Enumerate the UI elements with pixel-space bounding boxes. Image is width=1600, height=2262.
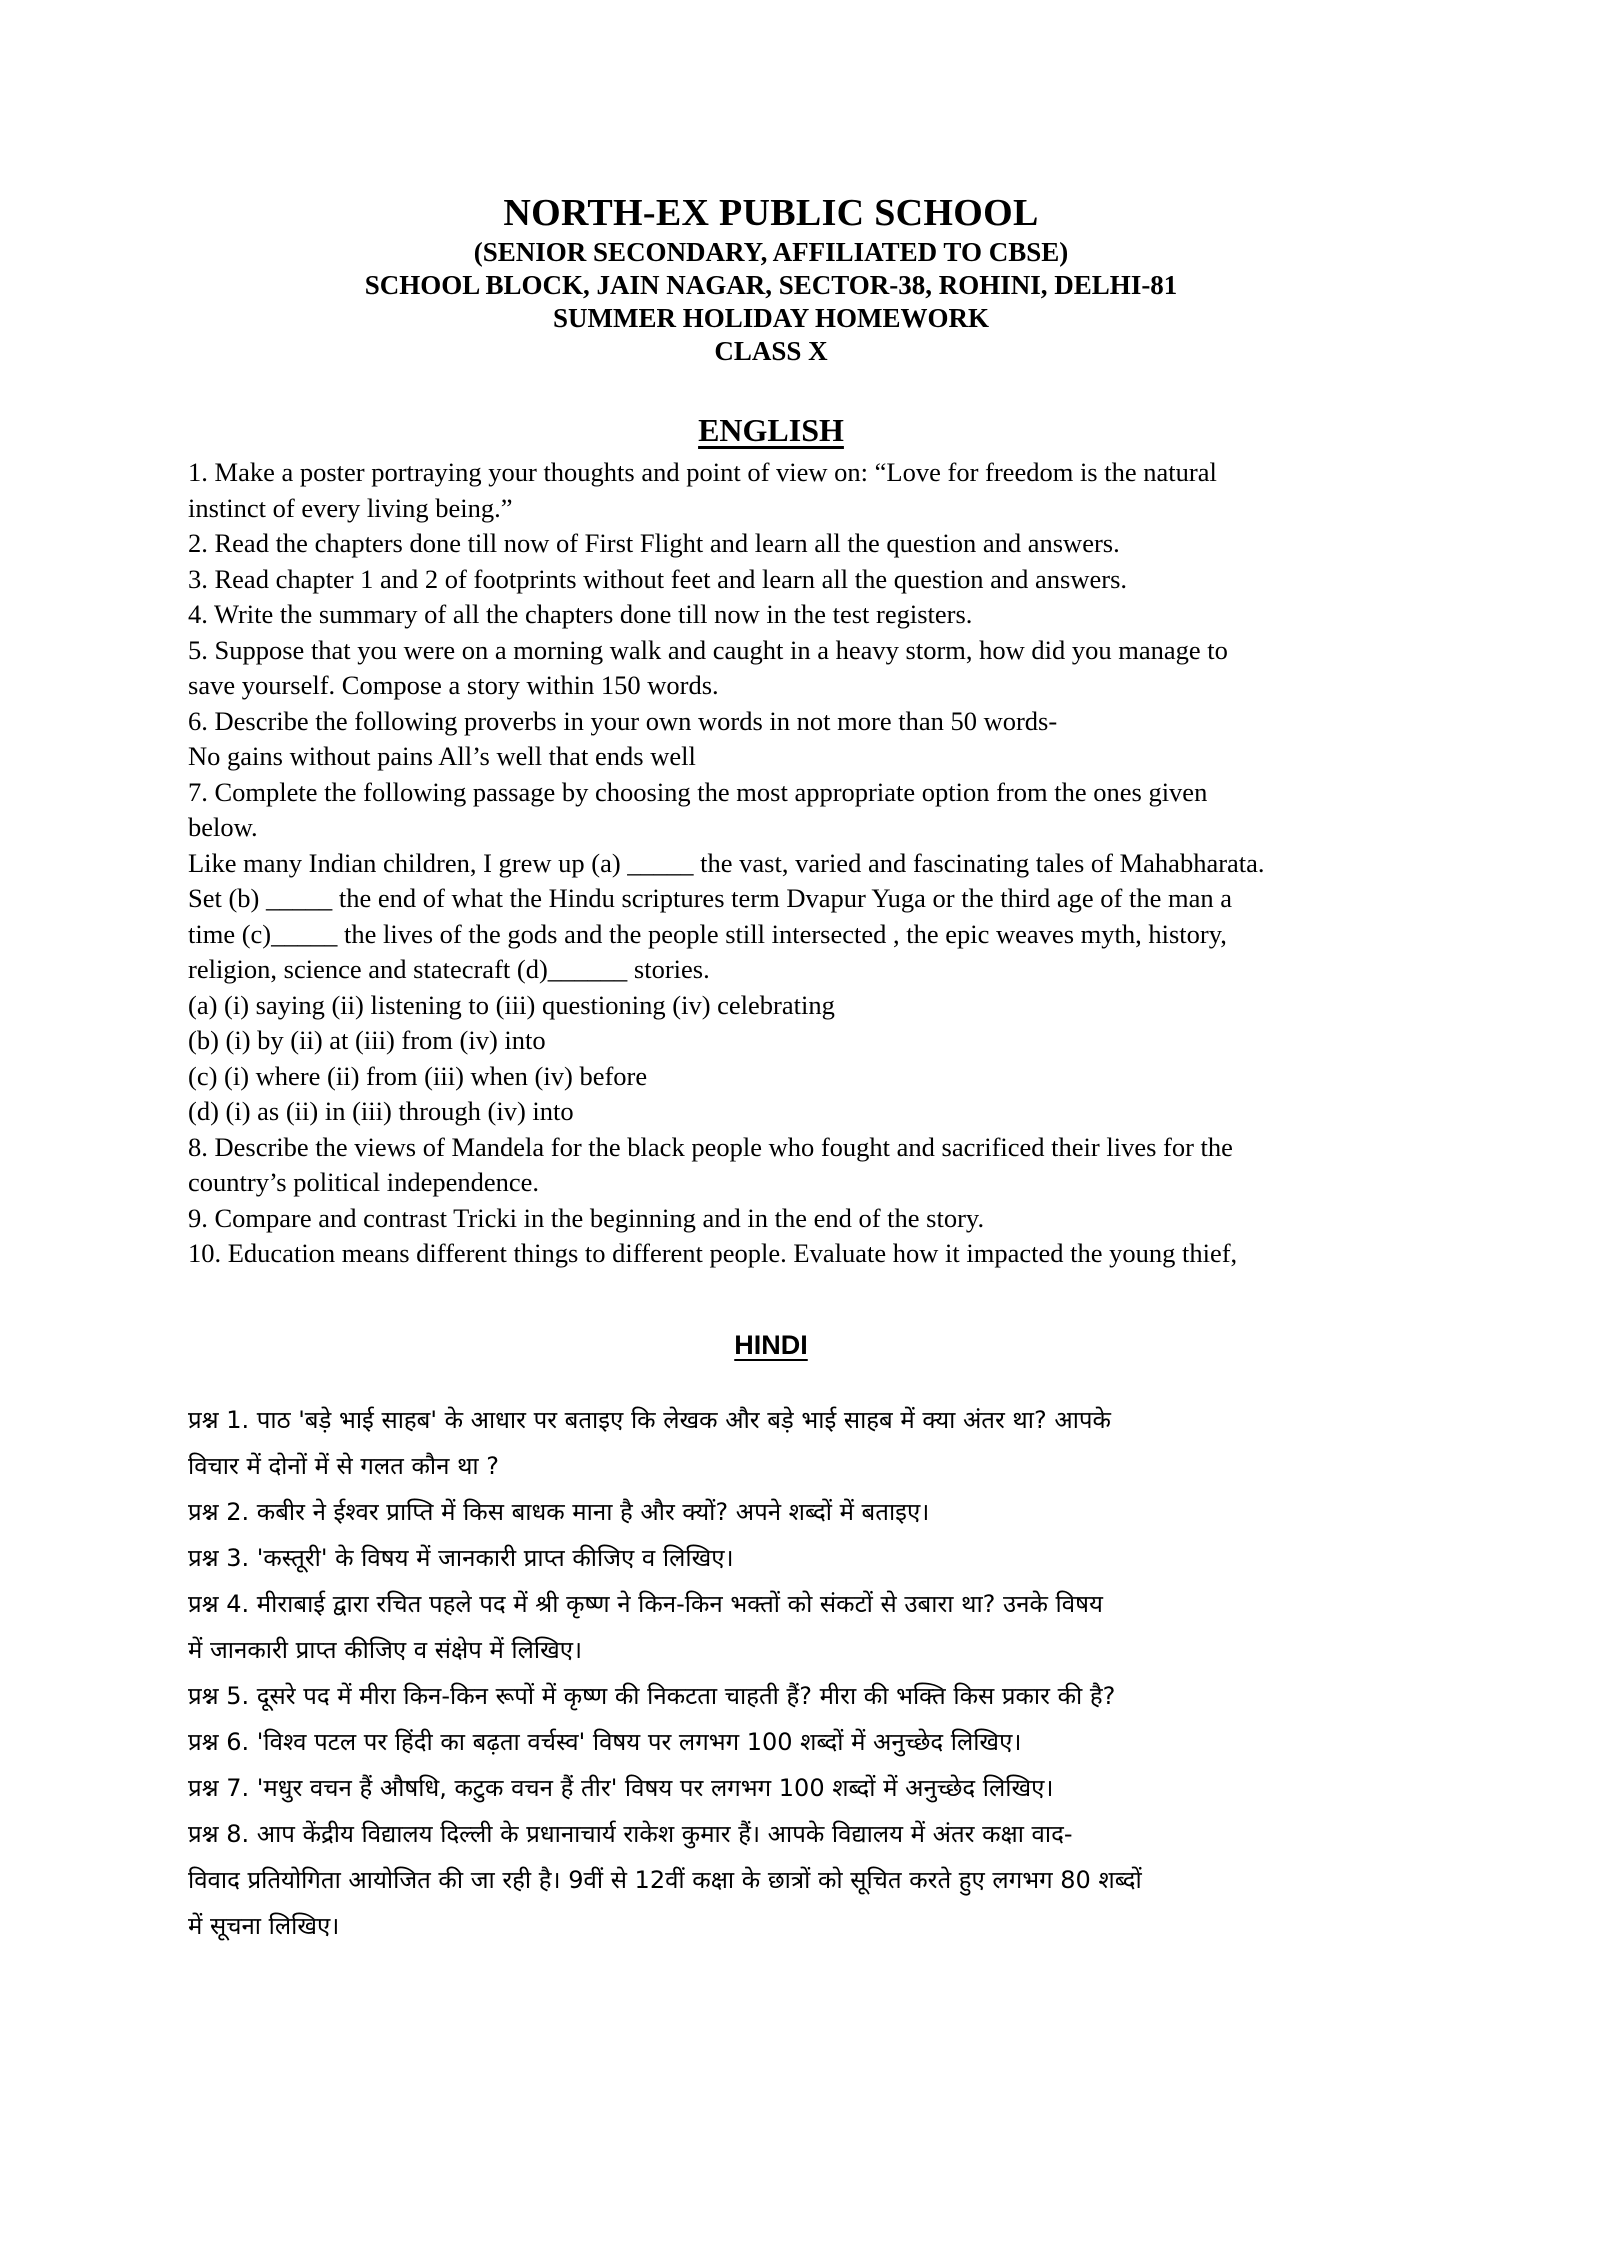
school-affiliation: (SENIOR SECONDARY, AFFILIATED TO CBSE) xyxy=(473,237,1069,267)
hindi-line: में जानकारी प्राप्त कीजिए व संक्षेप में लिखिए। xyxy=(188,1635,583,1664)
english-line: (c) (i) where (ii) from (iii) when (iv) before xyxy=(188,1060,648,1091)
english-line: below. xyxy=(188,812,258,842)
english-line: Set (b) _____ the end of what the Hindu scriptures term Dvapur Yuga or the third age of the man a xyxy=(188,883,1233,913)
english-line: instinct of every living being.” xyxy=(188,492,513,523)
english-line: 2. Read the chapters done till now of First Flight and learn all the question and answers. xyxy=(188,528,1120,558)
hindi-line: प्रश्न 1. पाठ 'बड़े भाई साहब' के आधार पर बताइए कि लेखक और बड़े भाई साहब में क्या अंतर था? आपके xyxy=(188,1405,1111,1434)
school-name: NORTH-EX PUBLIC SCHOOL xyxy=(503,192,1039,234)
hindi-line: प्रश्न 5. दूसरे पद में मीरा किन-किन रूपों में कृष्ण की निकटता चाहती हैं? मीरा की भक्ति किस प्रकार की है? xyxy=(188,1681,1116,1710)
english-line: 6. Describe the following proverbs in your own words in not more than 50 words- xyxy=(188,705,1058,736)
english-line: (a) (i) saying (ii) listening to (iii) questioning (iv) celebrating xyxy=(188,989,835,1020)
class-label: CLASS X xyxy=(714,336,828,366)
hindi-line: प्रश्न 3. 'कस्तूरी' के विषय में जानकारी प्राप्त कीजिए व लिखिए। xyxy=(188,1543,734,1572)
english-section-heading: ENGLISH xyxy=(698,412,844,448)
hindi-line: विचार में दोनों में से गलत कौन था ? xyxy=(188,1451,500,1480)
english-line: 1. Make a poster portraying your thoughts and point of view on: “Love for freedom is the natural xyxy=(188,457,1217,487)
document-title: SUMMER HOLIDAY HOMEWORK xyxy=(552,303,990,333)
english-line: 3. Read chapter 1 and 2 of footprints without feet and learn all the question and answers. xyxy=(188,563,1128,594)
hindi-line: प्रश्न 6. 'विश्व पटल पर हिंदी का बढ़ता वर्चस्व' विषय पर लगभग 100 शब्दों में अनुच्छेद लिखिए। xyxy=(188,1727,1022,1756)
hindi-line: विवाद प्रतियोगिता आयोजित की जा रही है। 9वीं से 12वीं कक्षा के छात्रों को सूचित करते हुए लगभग 80 शब्दों xyxy=(188,1865,1142,1894)
english-line: religion, science and statecraft (d)______ stories. xyxy=(188,954,710,984)
hindi-line: प्रश्न 2. कबीर ने ईश्वर प्राप्ति में किस बाधक माना है और क्यों? अपने शब्दों में बताइए। xyxy=(188,1497,930,1526)
english-line: country’s political independence. xyxy=(188,1167,540,1197)
hindi-line: प्रश्न 4. मीराबाई द्वारा रचित पहले पद में श्री कृष्ण ने किन-किन भक्तों को संकटों से उबारा था? उनके विषय xyxy=(188,1589,1103,1618)
english-line: 5. Suppose that you were on a morning walk and caught in a heavy storm, how did you manage to xyxy=(188,634,1228,665)
english-question-list xyxy=(188,455,1354,1272)
hindi-line: में सूचना लिखिए। xyxy=(188,1911,340,1940)
hindi-line: प्रश्न 7. 'मधुर वचन हैं औषधि, कटुक वचन हैं तीर' विषय पर लगभग 100 शब्दों में अनुच्छेद लिखिए। xyxy=(188,1773,1054,1802)
english-line: 7. Complete the following passage by choosing the most appropriate option from the ones given xyxy=(188,776,1208,807)
english-line: (b) (i) by (ii) at (iii) from (iv) into xyxy=(188,1025,546,1055)
hindi-question-list xyxy=(188,1397,1354,1949)
english-line: 9. Compare and contrast Tricki in the beginning and in the end of the story. xyxy=(188,1202,985,1233)
school-address: SCHOOL BLOCK, JAIN NAGAR, SECTOR-38, ROHINI, DELHI-81 xyxy=(364,270,1178,300)
hindi-line: प्रश्न 8. आप केंद्रीय विद्यालय दिल्ली के प्रधानाचार्य राकेश कुमार हैं। आपके विद्यालय में अंतर कक्षा वाद- xyxy=(188,1819,1073,1848)
english-line: (d) (i) as (ii) in (iii) through (iv) into xyxy=(188,1096,574,1126)
english-line: No gains without pains All’s well that ends well xyxy=(188,741,696,771)
english-line: 8. Describe the views of Mandela for the black people who fought and sacrificed their lives for the xyxy=(188,1131,1233,1162)
letterhead xyxy=(188,0,1354,368)
english-line: save yourself. Compose a story within 150 words. xyxy=(188,670,719,700)
english-line: time (c)_____ the lives of the gods and the people still intersected , the epic weaves myth, history, xyxy=(188,918,1227,949)
english-line: 10. Education means different things to different people. Evaluate how it impacted the young thief, xyxy=(188,1238,1238,1268)
english-line: Like many Indian children, I grew up (a) _____ the vast, varied and fascinating tales of Mahabharata. xyxy=(188,847,1265,878)
document-content xyxy=(188,0,1354,1949)
hindi-section-heading: HINDI xyxy=(734,1329,808,1360)
english-line: 4. Write the summary of all the chapters done till now in the test registers. xyxy=(188,599,973,629)
